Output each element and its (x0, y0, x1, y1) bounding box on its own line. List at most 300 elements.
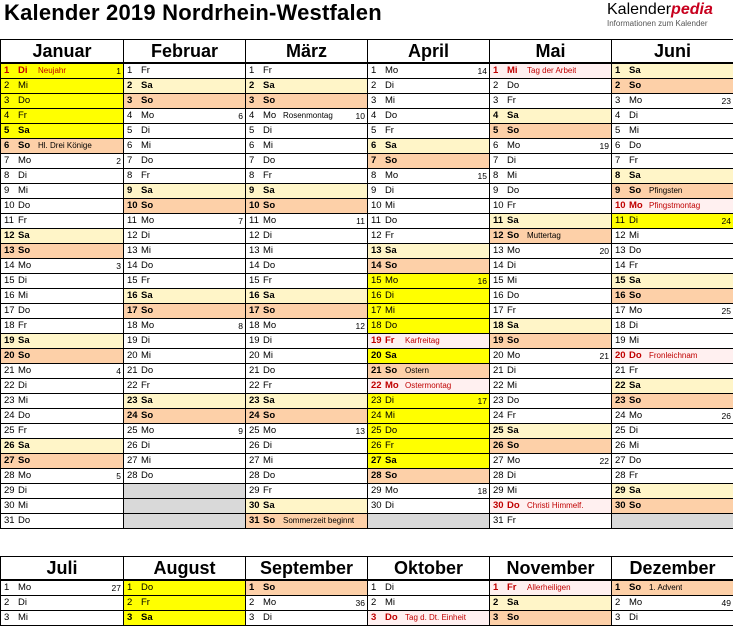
day-number: 24 (249, 410, 260, 421)
logo-main-text: Kalender (607, 1, 672, 18)
month-name: November (490, 557, 612, 581)
day-cell (490, 274, 612, 289)
weekday: Do (18, 515, 31, 526)
weekday: Do (507, 395, 520, 406)
day-cell (612, 229, 733, 244)
weekday: Fr (141, 275, 150, 286)
calendar-week-number: 17 (477, 396, 487, 406)
calendar-week-number: 22 (599, 456, 609, 466)
weekday: Mo (263, 320, 277, 331)
day-number: 25 (4, 425, 15, 436)
weekday: Di (141, 125, 150, 136)
day-number: 30 (493, 500, 504, 511)
day-cell (246, 79, 368, 94)
day-cell (368, 409, 490, 424)
weekday: Do (18, 305, 31, 316)
calendar-week-number: 49 (721, 598, 731, 608)
day-cell (368, 109, 490, 124)
weekday: Mo (18, 260, 32, 271)
day-number: 18 (249, 320, 260, 331)
day-number: 4 (127, 110, 133, 121)
day-cell (124, 169, 246, 184)
day-cell (246, 469, 368, 484)
weekday: Mo (629, 410, 643, 421)
day-cell (368, 169, 490, 184)
weekday: Di (507, 470, 516, 481)
weekday: Mo (141, 215, 155, 226)
weekday: Di (385, 80, 394, 91)
calendar-week-number: 36 (355, 598, 365, 608)
day-row (1, 154, 733, 169)
weekday: Mi (507, 65, 518, 76)
kalenderpedia-logo[interactable] (607, 1, 729, 29)
day-number: 2 (493, 597, 499, 608)
day-row (1, 304, 733, 319)
day-number: 2 (4, 597, 10, 608)
month-name: September (246, 557, 368, 581)
weekday: Mo (385, 485, 399, 496)
day-cell (368, 424, 490, 439)
day-number: 4 (4, 110, 10, 121)
day-cell (124, 469, 246, 484)
weekday: Di (629, 425, 638, 436)
weekday: Sa (507, 215, 519, 226)
weekday: Mi (507, 170, 518, 181)
day-cell (490, 184, 612, 199)
weekday: Sa (141, 395, 153, 406)
weekday: Sa (507, 110, 519, 121)
day-cell (490, 214, 612, 229)
day-number: 13 (4, 245, 15, 256)
day-cell (246, 169, 368, 184)
day-cell (1, 469, 124, 484)
weekday: Mi (263, 455, 274, 466)
day-number: 9 (493, 185, 499, 196)
day-cell (490, 229, 612, 244)
calendar-week-number: 7 (238, 216, 243, 226)
weekday: Di (385, 185, 394, 196)
weekday: So (629, 500, 642, 511)
day-row (1, 484, 733, 499)
day-number: 1 (127, 582, 133, 593)
weekday: Mi (629, 125, 640, 136)
day-number: 4 (249, 110, 255, 121)
empty-day-cell (368, 514, 490, 529)
weekday: Do (385, 320, 398, 331)
weekday: Do (385, 425, 398, 436)
weekday: Mo (385, 65, 399, 76)
day-cell (124, 304, 246, 319)
empty-day-cell (612, 514, 733, 529)
weekday: Di (507, 260, 516, 271)
day-number: 30 (615, 500, 626, 511)
day-cell (612, 364, 733, 379)
weekday: So (141, 305, 154, 316)
weekday: Do (385, 215, 398, 226)
day-number: 1 (615, 582, 621, 593)
day-cell (368, 139, 490, 154)
day-number: 12 (249, 230, 260, 241)
day-number: 29 (371, 485, 382, 496)
weekday: Mo (263, 110, 277, 121)
day-number: 1 (249, 65, 255, 76)
day-number: 18 (4, 320, 15, 331)
day-cell (368, 244, 490, 259)
calendar-week-number: 9 (238, 426, 243, 436)
day-cell (1, 514, 124, 529)
day-cell (1, 244, 124, 259)
weekday: Di (507, 155, 516, 166)
day-number: 24 (493, 410, 504, 421)
day-cell (1, 199, 124, 214)
day-number: 27 (493, 455, 504, 466)
day-number: 15 (371, 275, 382, 286)
weekday: Mi (385, 305, 396, 316)
holiday-label: Allerheiligen (527, 583, 571, 592)
weekday: Mi (18, 612, 29, 623)
day-number: 25 (127, 425, 138, 436)
weekday: Fr (263, 275, 272, 286)
day-number: 11 (249, 215, 259, 226)
weekday: Sa (385, 455, 397, 466)
day-row (1, 274, 733, 289)
day-cell (1, 484, 124, 499)
page-title: Kalender 2019 Nordrhein-Westfalen (4, 0, 382, 25)
day-cell (246, 580, 368, 596)
weekday: Sa (385, 140, 397, 151)
day-number: 6 (615, 140, 621, 151)
day-cell (246, 259, 368, 274)
day-cell (124, 154, 246, 169)
day-cell (368, 319, 490, 334)
weekday: Fr (385, 125, 394, 136)
calendar-first-half (0, 39, 733, 529)
month-header-row (1, 557, 733, 581)
day-row (1, 63, 733, 79)
weekday: Mo (385, 380, 399, 391)
day-cell (246, 424, 368, 439)
weekday: So (507, 440, 520, 451)
day-number: 5 (493, 125, 499, 136)
day-number: 13 (127, 245, 138, 256)
weekday: So (18, 455, 31, 466)
day-number: 2 (249, 597, 255, 608)
weekday: So (141, 200, 154, 211)
day-number: 18 (127, 320, 138, 331)
day-number: 7 (371, 155, 377, 166)
day-cell (124, 424, 246, 439)
day-cell (490, 109, 612, 124)
weekday: Do (507, 500, 520, 511)
holiday-label: Hl. Drei Könige (38, 141, 92, 150)
day-cell (368, 184, 490, 199)
day-number: 13 (615, 245, 626, 256)
day-number: 19 (127, 335, 138, 346)
day-cell (124, 454, 246, 469)
day-row (1, 580, 733, 596)
day-number: 14 (371, 260, 382, 271)
day-number: 29 (249, 485, 260, 496)
weekday: Do (629, 140, 642, 151)
day-cell (490, 124, 612, 139)
day-cell (1, 424, 124, 439)
day-cell (246, 199, 368, 214)
day-number: 1 (493, 65, 499, 76)
day-cell (612, 289, 733, 304)
day-number: 20 (127, 350, 138, 361)
weekday: Sa (385, 350, 397, 361)
day-cell (246, 184, 368, 199)
day-number: 26 (493, 440, 504, 451)
day-number: 15 (493, 275, 504, 286)
weekday: Di (629, 215, 638, 226)
empty-day-cell (124, 514, 246, 529)
weekday: Do (141, 470, 154, 481)
weekday: Sa (141, 290, 153, 301)
weekday: Mo (629, 305, 643, 316)
day-number: 5 (127, 125, 133, 136)
weekday: Di (385, 290, 394, 301)
holiday-label: Muttertag (527, 231, 561, 240)
day-number: 19 (493, 335, 504, 346)
day-cell (368, 304, 490, 319)
weekday: Sa (507, 320, 519, 331)
weekday: Mo (507, 350, 521, 361)
weekday: Mi (263, 350, 274, 361)
calendar-week-number: 14 (477, 66, 487, 76)
weekday: Do (507, 185, 520, 196)
day-cell (368, 394, 490, 409)
day-number: 22 (4, 380, 15, 391)
weekday: Mi (18, 185, 29, 196)
day-cell (612, 63, 733, 79)
day-cell (490, 596, 612, 611)
month-name: März (246, 40, 368, 64)
weekday: Di (18, 65, 28, 76)
day-number: 1 (4, 582, 10, 593)
day-cell (612, 94, 733, 109)
weekday: Mo (507, 455, 521, 466)
day-number: 30 (249, 500, 260, 511)
day-number: 26 (127, 440, 138, 451)
calendar-week-number: 11 (356, 216, 365, 226)
weekday: Do (263, 470, 276, 481)
day-cell (246, 349, 368, 364)
day-cell (246, 229, 368, 244)
day-row (1, 319, 733, 334)
day-cell (490, 319, 612, 334)
day-number: 17 (127, 305, 138, 316)
day-number: 20 (371, 350, 382, 361)
day-number: 8 (615, 170, 621, 181)
day-number: 3 (493, 95, 499, 106)
weekday: Di (18, 275, 27, 286)
day-number: 26 (371, 440, 382, 451)
day-cell (1, 394, 124, 409)
weekday: Fr (629, 155, 638, 166)
day-number: 20 (493, 350, 504, 361)
day-number: 16 (127, 290, 138, 301)
day-number: 27 (4, 455, 15, 466)
day-cell (490, 169, 612, 184)
day-cell (246, 304, 368, 319)
day-number: 27 (371, 455, 382, 466)
day-number: 12 (615, 230, 626, 241)
weekday: Mo (629, 200, 643, 211)
weekday: Do (141, 582, 154, 593)
weekday: Mo (263, 425, 277, 436)
weekday: So (385, 260, 398, 271)
weekday: Sa (629, 170, 641, 181)
day-cell (124, 319, 246, 334)
weekday: Fr (507, 95, 516, 106)
weekday: Mo (18, 155, 32, 166)
day-cell (368, 199, 490, 214)
weekday: So (385, 155, 398, 166)
day-cell (368, 611, 490, 626)
day-number: 31 (249, 515, 260, 526)
day-cell (124, 199, 246, 214)
day-number: 21 (615, 365, 626, 376)
day-number: 20 (4, 350, 15, 361)
day-cell (246, 94, 368, 109)
weekday: So (263, 515, 276, 526)
weekday: Mi (507, 380, 518, 391)
weekday: Mo (629, 597, 643, 608)
day-number: 25 (615, 425, 626, 436)
day-number: 5 (615, 125, 621, 136)
day-row (1, 349, 733, 364)
weekday: Fr (507, 515, 516, 526)
day-cell (124, 394, 246, 409)
day-number: 16 (4, 290, 15, 301)
month-name: Dezember (612, 557, 733, 581)
weekday: Sa (263, 500, 275, 511)
day-cell (612, 334, 733, 349)
day-number: 19 (4, 335, 15, 346)
weekday: Fr (263, 170, 272, 181)
weekday: Mo (141, 110, 155, 121)
day-number: 16 (493, 290, 504, 301)
day-number: 15 (249, 275, 260, 286)
day-row (1, 334, 733, 349)
weekday: Mo (263, 215, 277, 226)
day-cell (490, 379, 612, 394)
day-number: 3 (127, 612, 133, 623)
weekday: Fr (629, 260, 638, 271)
day-cell (1, 139, 124, 154)
day-cell (368, 484, 490, 499)
day-number: 25 (371, 425, 382, 436)
day-number: 9 (4, 185, 10, 196)
calendar-week-number: 19 (599, 141, 609, 151)
weekday: Mi (141, 245, 152, 256)
weekday: Mi (18, 500, 29, 511)
day-number: 23 (493, 395, 504, 406)
day-number: 1 (493, 582, 499, 593)
weekday: Di (141, 230, 150, 241)
day-cell (368, 364, 490, 379)
day-cell (612, 499, 733, 514)
day-number: 20 (249, 350, 260, 361)
day-cell (368, 469, 490, 484)
day-number: 19 (249, 335, 260, 346)
weekday: Fr (263, 380, 272, 391)
day-cell (1, 229, 124, 244)
holiday-label: Ostern (405, 366, 430, 375)
day-cell (612, 139, 733, 154)
day-cell (1, 439, 124, 454)
day-number: 28 (371, 470, 382, 481)
day-number: 22 (127, 380, 138, 391)
day-number: 17 (4, 305, 15, 316)
day-number: 2 (615, 80, 621, 91)
day-cell (246, 499, 368, 514)
day-number: 10 (4, 200, 15, 211)
weekday: Sa (507, 425, 519, 436)
day-cell (368, 289, 490, 304)
day-cell (124, 109, 246, 124)
day-cell (612, 424, 733, 439)
day-cell (612, 379, 733, 394)
day-cell (368, 499, 490, 514)
day-row (1, 79, 733, 94)
calendar-week-number: 24 (721, 216, 731, 226)
day-cell (246, 394, 368, 409)
day-number: 28 (615, 470, 626, 481)
day-cell (368, 349, 490, 364)
day-number: 24 (127, 410, 138, 421)
day-number: 2 (371, 80, 377, 91)
weekday: Fr (141, 65, 150, 76)
day-cell (490, 334, 612, 349)
month-name: Februar (124, 40, 246, 64)
day-cell (246, 289, 368, 304)
weekday: So (507, 125, 520, 136)
day-cell (124, 94, 246, 109)
holiday-label: Pfingsten (649, 186, 683, 195)
day-number: 14 (127, 260, 138, 271)
day-number: 12 (4, 230, 15, 241)
weekday: Mi (629, 335, 640, 346)
day-row (1, 229, 733, 244)
day-cell (368, 439, 490, 454)
weekday: Sa (629, 485, 641, 496)
day-number: 10 (615, 200, 626, 211)
day-cell (368, 79, 490, 94)
day-cell (490, 439, 612, 454)
weekday: Fr (385, 335, 395, 346)
day-number: 17 (493, 305, 504, 316)
day-number: 22 (615, 380, 626, 391)
day-cell (490, 289, 612, 304)
day-number: 17 (249, 305, 260, 316)
day-number: 19 (371, 335, 382, 346)
weekday: Di (18, 170, 27, 181)
day-cell (124, 79, 246, 94)
day-cell (612, 469, 733, 484)
day-number: 23 (371, 395, 382, 406)
day-number: 14 (4, 260, 15, 271)
weekday: Mi (18, 395, 29, 406)
day-row (1, 124, 733, 139)
holiday-label: 1. Advent (649, 583, 683, 592)
weekday: Di (18, 380, 27, 391)
day-cell (1, 304, 124, 319)
day-number: 18 (615, 320, 626, 331)
day-cell (490, 199, 612, 214)
day-number: 13 (371, 245, 382, 256)
